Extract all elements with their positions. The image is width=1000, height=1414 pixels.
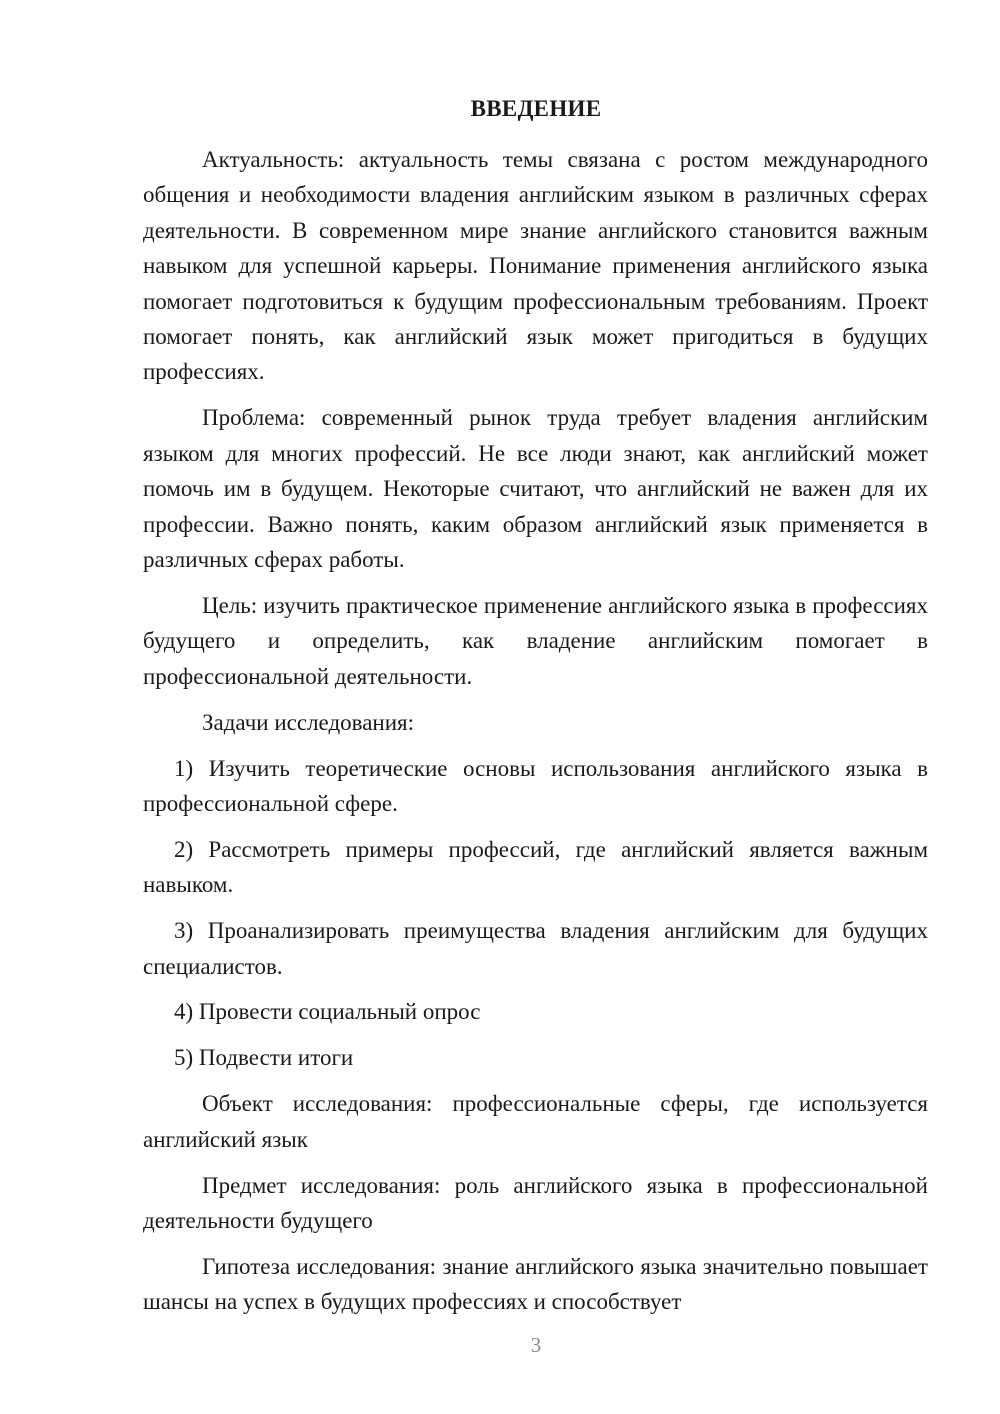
task-item-5: 5) Подвести итоги	[174, 1045, 354, 1071]
section-title: ВВЕДЕНИЕ	[470, 96, 602, 121]
task-item-4: 4) Провести социальный опрос	[174, 999, 481, 1025]
task-item-3: 3) Проанализировать преимущества владения английским для будущих специалистов.	[143, 918, 928, 979]
document-body	[143, 142, 928, 1330]
paragraph-problem: Проблема: современный рынок труда требует владения английским языком для многих профессий. Не все люди знают, как английский может помочь им в будущем. Некоторые считают, что английский не важен для их профессии. Важно понять, каким образом английский язык применяется в различных сферах работы.	[143, 405, 928, 572]
paragraph-goal: Цель: изучить практическое применение английского языка в профессиях будущего и определить, как владение английским помогает в профессиональной деятельности.	[143, 592, 928, 689]
page-number: 3	[530, 1333, 542, 1357]
paragraph-object: Объект исследования: профессиональные сферы, где используется английский язык	[143, 1091, 928, 1152]
task-item-1: 1) Изучить теоретические основы использования английского языка в профессиональной сфере.	[143, 755, 928, 816]
task-item-2: 2) Рассмотреть примеры профессий, где английский является важным навыком.	[143, 836, 928, 898]
paragraph-tasks-heading: Задачи исследования:	[202, 709, 415, 735]
paragraph-relevance: Актуальность: актуальность темы связана с ростом международного общения и необходимости владения английским языком в различных сферах деятельности. В современном мире знание английского становится важным навыком для успешной карьеры. Понимание применения английского языка помогает подготовиться к будущим профессиональным требованиям. Проект помогает понять, как английский язык может пригодиться в будущих профессиях.	[143, 147, 928, 385]
paragraph-subject: Предмет исследования: роль английского языка в профессиональной деятельности будущего	[143, 1172, 928, 1233]
paragraph-hypothesis: Гипотеза исследования: знание английского языка значительно повышает шансы на успех в будущих профессиях и способствует	[143, 1253, 928, 1315]
